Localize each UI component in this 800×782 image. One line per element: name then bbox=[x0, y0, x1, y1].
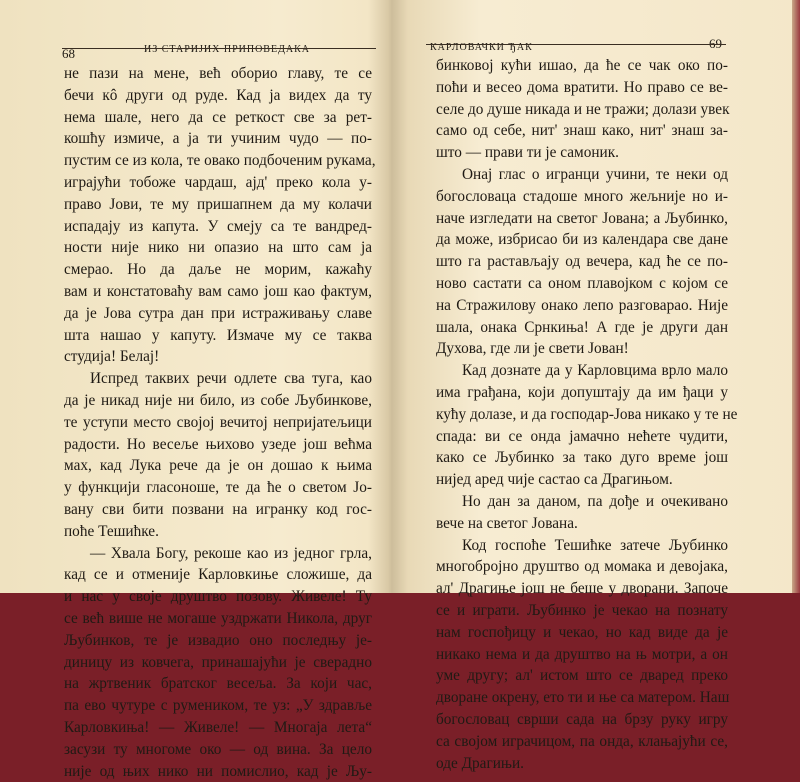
text-line: Испред таквих речи одлете сва туга, као bbox=[58, 368, 372, 390]
text-line: ново састати са оном плавојком с којом се bbox=[422, 273, 728, 295]
text-line: богословаца стадоше много жељније но и- bbox=[422, 186, 728, 208]
text-line: право Јови, те му пришапнем да му колачи bbox=[58, 194, 372, 216]
text-line: да може, избрисао би из календара све дане bbox=[422, 229, 728, 251]
right-page-text bbox=[422, 55, 728, 774]
text-line: шала, онака Срнкиња! А где је други дан bbox=[422, 317, 728, 339]
text-line: ал' Драгиње још не беше у дворани. Започе bbox=[422, 578, 728, 600]
text-line: Кад дознате да у Карловцима врло мало bbox=[422, 360, 728, 382]
right-running-head: КАРЛОВАЧКИ ЂАК bbox=[430, 42, 533, 53]
text-line: — Хвала Богу, рекоше као из једног грла, bbox=[58, 543, 372, 565]
right-page bbox=[422, 0, 730, 593]
text-line: нијед аред чије састао са Драгињом. bbox=[422, 469, 728, 491]
text-line: вече на светог Јована. bbox=[422, 513, 728, 535]
text-line: са својом играчицом, па онда, клањајући се, bbox=[422, 731, 728, 753]
text-line: пустим се из кола, те овако подбоченим рукама, bbox=[58, 150, 372, 172]
text-line: никако нема и да друштво на њ мотри, а он bbox=[422, 644, 728, 666]
left-running-head: ИЗ СТАРИЈИХ ПРИПОВЕДАКА bbox=[144, 44, 310, 55]
text-line: оде Драгињи. bbox=[422, 753, 728, 775]
text-line: диницу из ковчега, принашајући је сверадно bbox=[58, 652, 372, 674]
left-page bbox=[58, 0, 378, 593]
text-line: дворане окрену, ето ти и ње са матером. Наш bbox=[422, 687, 728, 709]
left-page-number: 68 bbox=[62, 46, 75, 62]
text-line: шта нашао у капуту. Измаче му се таква bbox=[58, 325, 372, 347]
text-line: те уступи место својој вечитој непријатељици bbox=[58, 412, 372, 434]
text-line: уме другу; ал' истом што се дваред преко bbox=[422, 665, 728, 687]
text-line: што га растављају од вечера, кад ће се по- bbox=[422, 251, 728, 273]
text-line: селе до душе никада и не тражи; долази увек bbox=[422, 99, 728, 121]
text-line: Духова, где ли је свети Јован! bbox=[422, 338, 728, 360]
text-line: како се Љубинко за тако дуго време још bbox=[422, 447, 728, 469]
text-line: смерао. Но да даље не морим, кажаћу bbox=[58, 259, 372, 281]
right-header-rule bbox=[426, 44, 726, 45]
text-line: Но дан за даном, па дође и очекивано bbox=[422, 491, 728, 513]
text-line: поћи и весео дома вратити. Но право се ве- bbox=[422, 77, 728, 99]
text-line: на жртвеник братског весеља. За који час, bbox=[58, 673, 372, 695]
text-line: богословац сврши сада на брзу руку игру bbox=[422, 709, 728, 731]
text-line: се већ више не могаше уздржати Никола, друг bbox=[58, 608, 372, 630]
text-line: Код госпоће Тешићке затече Љубинко bbox=[422, 535, 728, 557]
left-header-rule bbox=[62, 48, 376, 49]
text-line: поће Тешићке. bbox=[58, 521, 372, 543]
text-line: испадају из капута. У смеју са те вандред- bbox=[58, 216, 372, 238]
left-page-header bbox=[58, 28, 378, 50]
text-line: играјући тобоже чардаш, ајд' преко кола у- bbox=[58, 172, 372, 194]
text-line: кошћу измиче, а ја ти учиним чудо — по- bbox=[58, 128, 372, 150]
text-line: нам госпођицу и чекао, но кад виде да је bbox=[422, 622, 728, 644]
text-line: на Стражилову онако лепо разговарао. Није bbox=[422, 295, 728, 317]
text-line: многобројно друштво од момака и девојака, bbox=[422, 556, 728, 578]
text-line: па ево чутуре с румеником, те уз: „У здравље bbox=[58, 695, 372, 717]
text-line: ности није нико ни опазио на што сам ја bbox=[58, 237, 372, 259]
text-line: наче изгледати на светог Јована; а Љубинко, bbox=[422, 208, 728, 230]
text-line: мах, кад Лука рече да је он дошао к њима bbox=[58, 455, 372, 477]
text-line: и нас у своје друштво позову. Живеле! Ту bbox=[58, 586, 372, 608]
text-line: није од њих нико ни помислио, кад је Љу- bbox=[58, 761, 372, 782]
text-line: се и играти. Љубинко је чекао на познату bbox=[422, 600, 728, 622]
text-line: Љубинков, те је извадио оно последњу је- bbox=[58, 630, 372, 652]
text-line: радости. Но весеље њихово узеде још већма bbox=[58, 434, 372, 456]
text-line: Карловкиња! — Живеле! — Многаја лета“ bbox=[58, 717, 372, 739]
page-edge bbox=[792, 0, 800, 593]
text-line: да је никад није ни било, из собе Љубинкове, bbox=[58, 390, 372, 412]
text-line: што — прави ти је самоник. bbox=[422, 142, 728, 164]
text-line: само од себе, нит' знаш како, нит' знаш за- bbox=[422, 120, 728, 142]
text-line: не пази на мене, већ оборио главу, те се bbox=[58, 63, 372, 85]
right-page-header bbox=[422, 28, 730, 50]
text-line: да је Јова сутра дан при истраживању славе bbox=[58, 303, 372, 325]
text-line: бечи кô други од руде. Кад ја видех да ту bbox=[58, 85, 372, 107]
text-line: студија! Белај! bbox=[58, 346, 372, 368]
text-line: бинковој кући ишао, да ће се чак око по- bbox=[422, 55, 728, 77]
text-line: у функцији гласоноше, те да ће о светом Јо- bbox=[58, 477, 372, 499]
right-page-number: 69 bbox=[709, 36, 722, 52]
text-line: вану сви бити позвани на игранку код гос- bbox=[58, 499, 372, 521]
text-line: нема шале, него да се реткост све за рет- bbox=[58, 107, 372, 129]
text-line: спада: ви се онда јамачно нећете чудити, bbox=[422, 426, 728, 448]
text-line: вам и констатоваћу вам само још као фактум, bbox=[58, 281, 372, 303]
left-page-text bbox=[58, 63, 372, 782]
text-line: кућу долазе, и да господар-Јова никако у те не bbox=[422, 404, 728, 426]
text-line: има грађана, који допуштају да им ђаци у bbox=[422, 382, 728, 404]
text-line: засузи ту многоме око — од вина. За цело bbox=[58, 739, 372, 761]
text-line: Онај глас о игранци учини, те неки од bbox=[422, 164, 728, 186]
text-line: кад се и отменије Карловкиње сложише, да bbox=[58, 564, 372, 586]
